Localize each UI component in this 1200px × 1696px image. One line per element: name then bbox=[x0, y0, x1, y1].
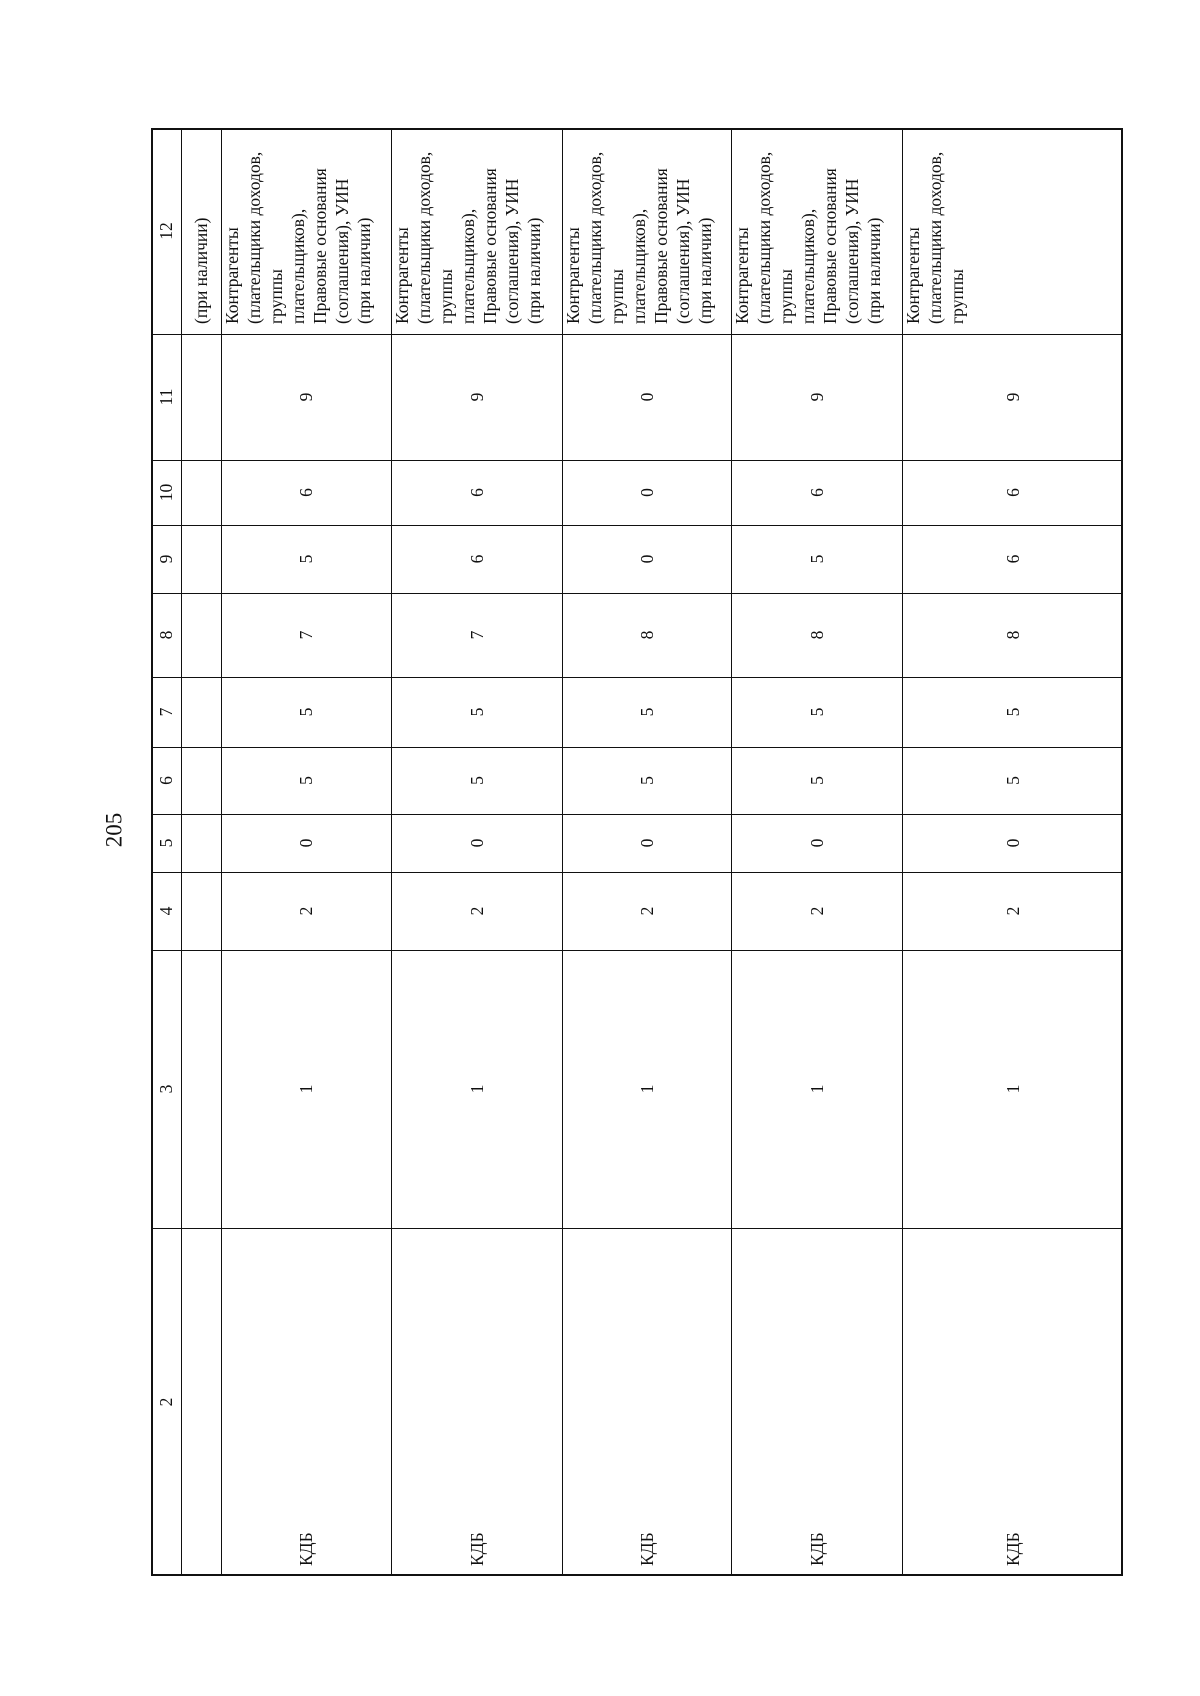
row-3-col-8 bbox=[562, 593, 731, 677]
header-number-col-12 bbox=[151, 128, 181, 334]
row-4-col-4 bbox=[731, 872, 902, 950]
row-1-col-2 bbox=[221, 1228, 391, 1576]
subheader-note bbox=[181, 128, 221, 334]
row-2-col-11 bbox=[391, 334, 562, 460]
row-2-col-5 bbox=[391, 814, 562, 872]
row-1-col-6-text: 5 bbox=[296, 776, 316, 785]
row-1-col-4 bbox=[221, 872, 391, 950]
row-1-col-12 bbox=[221, 128, 391, 334]
row-3-col-4 bbox=[562, 872, 731, 950]
row-5-col-4 bbox=[902, 872, 1123, 950]
row-4-col-11-text: 9 bbox=[806, 392, 827, 402]
row-2-col-10-text: 6 bbox=[466, 488, 487, 497]
header-number-col-10 bbox=[151, 460, 181, 525]
row-4-col-7 bbox=[731, 677, 902, 747]
row-2-col-12 bbox=[391, 128, 562, 334]
header-number-col-11-text: 11 bbox=[156, 388, 176, 406]
row-5-col-11-text: 9 bbox=[1002, 392, 1023, 402]
row-3-col-10 bbox=[562, 460, 731, 525]
row-1-col-5 bbox=[221, 814, 391, 872]
header-number-col-11 bbox=[151, 334, 181, 460]
row-1-col-3-text: 1 bbox=[296, 1084, 316, 1094]
row-4-col-10 bbox=[731, 460, 902, 525]
row-3-col-3-text: 1 bbox=[636, 1084, 657, 1094]
row-1-col-11 bbox=[221, 334, 391, 460]
header-number-col-9 bbox=[151, 525, 181, 593]
row-5-col-3-text: 1 bbox=[1002, 1084, 1023, 1094]
row-5-col-8-text: 8 bbox=[1002, 630, 1023, 640]
row-5-col-6 bbox=[902, 747, 1123, 814]
header-number-col-9-text: 9 bbox=[156, 554, 176, 564]
row-5-col-7 bbox=[902, 677, 1123, 747]
header-number-col-3 bbox=[151, 950, 181, 1228]
row-1-col-2-text: КДБ bbox=[296, 1532, 316, 1566]
header-number-col-5 bbox=[151, 814, 181, 872]
page-number: 205 bbox=[101, 812, 126, 848]
row-5-col-9-text: 6 bbox=[1002, 554, 1023, 564]
row-3-col-10-text: 0 bbox=[636, 488, 657, 497]
row-2-col-9-text: 6 bbox=[466, 554, 487, 564]
row-3-col-2-text: КДБ bbox=[636, 1532, 657, 1566]
row-1-col-9-text: 5 bbox=[296, 554, 316, 564]
row-5-col-5-text: 0 bbox=[1002, 838, 1023, 848]
row-2-col-11-text: 9 bbox=[466, 392, 487, 402]
header-number-col-8-text: 8 bbox=[156, 630, 176, 640]
row-4-col-5 bbox=[731, 814, 902, 872]
row-4-col-12 bbox=[731, 128, 902, 334]
row-1-col-9 bbox=[221, 525, 391, 593]
row-4-col-11 bbox=[731, 334, 902, 460]
header-number-col-3-text: 3 bbox=[156, 1084, 176, 1094]
row-3-col-8-text: 8 bbox=[636, 630, 657, 640]
row-1-col-5-text: 0 bbox=[296, 838, 316, 848]
row-2-col-4-text: 2 bbox=[466, 906, 487, 916]
row-1-col-8-text: 7 bbox=[296, 630, 316, 640]
row-1-col-10 bbox=[221, 460, 391, 525]
row-1-col-3 bbox=[221, 950, 391, 1228]
row-1-col-7-text: 5 bbox=[296, 707, 316, 717]
row-2-col-7 bbox=[391, 677, 562, 747]
header-number-col-2-text: 2 bbox=[156, 1397, 176, 1407]
header-number-col-6 bbox=[151, 747, 181, 814]
row-2-col-5-text: 0 bbox=[466, 838, 487, 848]
rotated-account-table bbox=[151, 128, 1123, 1576]
row-4-col-8 bbox=[731, 593, 902, 677]
row-2-col-10 bbox=[391, 460, 562, 525]
row-5-col-2 bbox=[902, 1228, 1123, 1576]
row-5-col-10 bbox=[902, 460, 1123, 525]
row-4-col-6 bbox=[731, 747, 902, 814]
row-2-col-12-text: Контрагенты (плательщики доходов, группы плательщиков), Правовые основания (соглашения), УИН (при наличии) bbox=[392, 151, 544, 324]
row-1-col-8 bbox=[221, 593, 391, 677]
row-1-col-4-text: 2 bbox=[296, 906, 316, 916]
row-5-col-8 bbox=[902, 593, 1123, 677]
row-5-col-4-text: 2 bbox=[1002, 906, 1023, 916]
row-3-col-5-text: 0 bbox=[636, 838, 657, 848]
row-4-col-9 bbox=[731, 525, 902, 593]
row-1-col-7 bbox=[221, 677, 391, 747]
row-3-col-9 bbox=[562, 525, 731, 593]
header-number-col-7 bbox=[151, 677, 181, 747]
row-4-col-10-text: 6 bbox=[806, 488, 827, 497]
row-2-col-8-text: 7 bbox=[466, 630, 487, 640]
row-3-col-7 bbox=[562, 677, 731, 747]
header-number-col-2 bbox=[151, 1228, 181, 1576]
row-4-col-8-text: 8 bbox=[806, 630, 827, 640]
row-5-col-11 bbox=[902, 334, 1123, 460]
row-1-col-12-text: Контрагенты (плательщики доходов, группы плательщиков), Правовые основания (соглашения), УИН (при наличии) bbox=[222, 151, 374, 324]
row-5-col-3 bbox=[902, 950, 1123, 1228]
row-4-col-6-text: 5 bbox=[806, 776, 827, 785]
row-2-col-3 bbox=[391, 950, 562, 1228]
row-3-col-6-text: 5 bbox=[636, 776, 657, 785]
row-4-col-7-text: 5 bbox=[806, 707, 827, 717]
row-2-col-3-text: 1 bbox=[466, 1084, 487, 1094]
row-5-col-10-text: 6 bbox=[1002, 488, 1023, 497]
row-1-col-11-text: 9 bbox=[296, 392, 316, 402]
header-number-col-8 bbox=[151, 593, 181, 677]
row-5-col-6-text: 5 bbox=[1002, 776, 1023, 785]
row-5-col-5 bbox=[902, 814, 1123, 872]
row-2-col-9 bbox=[391, 525, 562, 593]
row-3-col-12-text: Контрагенты (плательщики доходов, группы плательщиков), Правовые основания (соглашения), УИН (при наличии) bbox=[563, 151, 715, 324]
header-number-col-5-text: 5 bbox=[156, 838, 176, 848]
row-2-col-6 bbox=[391, 747, 562, 814]
header-number-col-4 bbox=[151, 872, 181, 950]
header-number-col-10-text: 10 bbox=[156, 483, 176, 502]
row-4-col-2 bbox=[731, 1228, 902, 1576]
row-4-col-12-text: Контрагенты (плательщики доходов, группы плательщиков), Правовые основания (соглашения), УИН (при наличии) bbox=[732, 151, 884, 324]
row-3-col-12 bbox=[562, 128, 731, 334]
row-4-col-4-text: 2 bbox=[806, 906, 827, 916]
header-number-col-7-text: 7 bbox=[156, 707, 176, 717]
row-5-col-12 bbox=[902, 128, 1123, 334]
row-4-col-3-text: 1 bbox=[806, 1084, 827, 1094]
row-2-col-4 bbox=[391, 872, 562, 950]
row-3-col-4-text: 2 bbox=[636, 906, 657, 916]
row-5-col-2-text: КДБ bbox=[1002, 1532, 1023, 1566]
row-3-col-11-text: 0 bbox=[636, 392, 657, 402]
header-number-col-4-text: 4 bbox=[156, 906, 176, 916]
row-5-col-9 bbox=[902, 525, 1123, 593]
grid-vline bbox=[181, 128, 182, 1576]
row-1-col-6 bbox=[221, 747, 391, 814]
row-2-col-7-text: 5 bbox=[466, 707, 487, 717]
row-3-col-9-text: 0 bbox=[636, 554, 657, 564]
header-number-col-12-text: 12 bbox=[156, 222, 176, 240]
row-3-col-7-text: 5 bbox=[636, 707, 657, 717]
row-4-col-3 bbox=[731, 950, 902, 1228]
row-3-col-6 bbox=[562, 747, 731, 814]
row-5-col-12-text: Контрагенты (плательщики доходов, группы bbox=[903, 151, 967, 324]
row-2-col-2-text: КДБ bbox=[466, 1532, 487, 1566]
row-3-col-11 bbox=[562, 334, 731, 460]
row-2-col-8 bbox=[391, 593, 562, 677]
row-2-col-6-text: 5 bbox=[466, 776, 487, 785]
subheader-note-text: (при наличии) bbox=[191, 217, 211, 324]
header-number-col-6-text: 6 bbox=[156, 776, 176, 785]
row-2-col-2 bbox=[391, 1228, 562, 1576]
row-4-col-2-text: КДБ bbox=[806, 1532, 827, 1566]
row-4-col-9-text: 5 bbox=[806, 554, 827, 564]
row-3-col-3 bbox=[562, 950, 731, 1228]
row-5-col-7-text: 5 bbox=[1002, 707, 1023, 717]
row-3-col-5 bbox=[562, 814, 731, 872]
row-1-col-10-text: 6 bbox=[296, 488, 316, 497]
row-4-col-5-text: 0 bbox=[806, 838, 827, 848]
row-3-col-2 bbox=[562, 1228, 731, 1576]
